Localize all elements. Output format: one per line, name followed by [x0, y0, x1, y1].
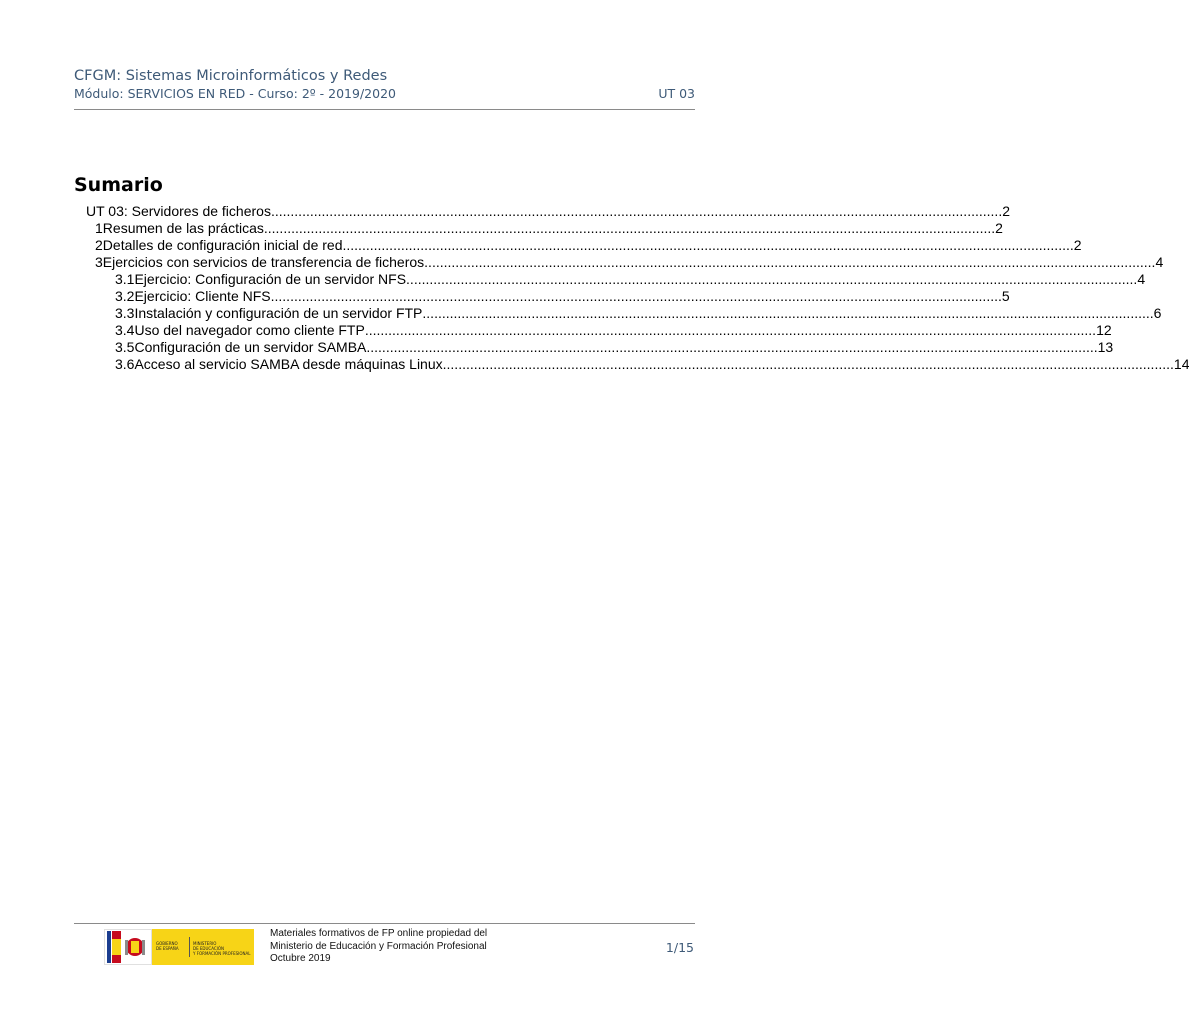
toc-entry-text: Resumen de las prácticas: [102, 220, 264, 236]
footer-line-3: Octubre 2019: [270, 953, 331, 964]
toc-entry-text: UT 03: Servidores de ficheros: [86, 203, 271, 219]
toc-leader-dots: ............................................................................................................................................................................................: [366, 339, 1098, 355]
logo-separator: [189, 937, 190, 957]
toc-leader-dots: ............................................................................................................................................................................................: [364, 322, 1097, 338]
page-number: 1/15: [665, 940, 694, 955]
toc-entry[interactable]: [86, 203, 1011, 220]
toc-leader-dots: ............................................................................................................................................................................................: [270, 288, 1002, 304]
toc-entry-number: 3.3: [115, 305, 135, 321]
spain-flag-icon: [104, 929, 152, 965]
toc-entry-page: 12: [1096, 322, 1112, 338]
ministry-logo-banner: [152, 929, 254, 965]
toc-entry-number: 3: [95, 254, 103, 270]
toc-leader-dots: ............................................................................................................................................................................................: [263, 220, 996, 236]
toc-entry[interactable]: [115, 305, 1162, 322]
toc-entry-text: Detalles de configuración inicial de red: [102, 237, 343, 253]
toc-entry-number: 3.1: [115, 271, 135, 287]
toc-entry-page: 4: [1137, 271, 1146, 287]
header-subtitle-row: [74, 86, 695, 102]
toc-entry-page: 5: [1001, 288, 1010, 304]
toc-entry-text: Instalación y configuración de un servidor FTP: [134, 305, 423, 321]
toc-entry-number: 3.4: [115, 322, 135, 338]
toc-entry-page: 4: [1155, 254, 1164, 270]
header-title: CFGM: Sistemas Microinformáticos y Redes: [74, 68, 388, 84]
logo-gov-line1: GOBIERNO: [156, 941, 178, 946]
toc-entry-text: Configuración de un servidor SAMBA: [134, 339, 367, 355]
toc-entry-text: Ejercicios con servicios de transferencia de ficheros: [102, 254, 425, 270]
logo-min-line3: Y FORMACIÓN PROFESIONAL: [193, 951, 251, 956]
logo-gov-line2: DE ESPAÑA: [156, 946, 179, 951]
toc-entry-number: 1: [95, 220, 103, 236]
toc-leader-dots: ............................................................................................................................................................................................: [424, 254, 1156, 270]
footer-line-2: Ministerio de Educación y Formación Profesional: [270, 940, 487, 952]
toc-entry[interactable]: [95, 254, 1164, 271]
toc-entry-page: 14: [1173, 356, 1189, 372]
toc-entry[interactable]: [95, 220, 1003, 237]
toc-leader-dots: ............................................................................................................................................................................................: [442, 356, 1174, 372]
toc-leader-dots: ............................................................................................................................................................................................: [270, 203, 1003, 219]
logo-min-line2: DE EDUCACIÓN: [193, 946, 224, 951]
footer-line-1: Materiales formativos de FP online propiedad del: [270, 928, 488, 939]
header-divider: [74, 109, 695, 110]
toc-leader-dots: ............................................................................................................................................................................................: [342, 237, 1074, 253]
footer-divider: [74, 923, 695, 924]
toc-entry-page: 2: [1002, 203, 1011, 219]
toc-entry-text: Uso del navegador como cliente FTP: [134, 322, 365, 338]
toc-entry[interactable]: [115, 356, 1189, 373]
toc-leader-dots: ............................................................................................................................................................................................: [406, 271, 1138, 287]
toc-entry-page: 2: [1073, 237, 1082, 253]
logo-min-line1: MINISTERIO: [193, 941, 217, 946]
header-subtitle: Módulo: SERVICIOS EN RED - Curso: 2º - 2019/2020: [74, 86, 396, 101]
toc-entry[interactable]: [115, 339, 1114, 356]
toc-entry[interactable]: [115, 271, 1146, 288]
toc-entry[interactable]: [115, 288, 1010, 305]
toc-leader-dots: ............................................................................................................................................................................................: [422, 305, 1154, 321]
toc-entry-page: 6: [1153, 305, 1162, 321]
toc-entry-number: 3.5: [115, 339, 135, 355]
page-header: [74, 66, 695, 102]
toc-entry-number: 2: [95, 237, 103, 253]
toc-entry[interactable]: [95, 237, 1082, 254]
header-unit: UT 03: [658, 86, 695, 101]
toc-entry-text: Ejercicio: Configuración de un servidor NFS: [134, 271, 407, 287]
toc-entry-text: Acceso al servicio SAMBA desde máquinas Linux: [134, 356, 443, 372]
toc-heading: Sumario: [74, 174, 163, 196]
toc-entry-page: 13: [1097, 339, 1114, 355]
toc-entry-text: Ejercicio: Cliente NFS: [134, 288, 271, 304]
toc-entry-page: 2: [995, 220, 1003, 236]
ministry-logo: [104, 929, 254, 965]
toc-entry-number: 3.2: [115, 288, 135, 304]
toc-entry[interactable]: [115, 322, 1112, 339]
footer-credits: [270, 928, 487, 966]
toc-entry-number: 3.6: [115, 356, 135, 372]
